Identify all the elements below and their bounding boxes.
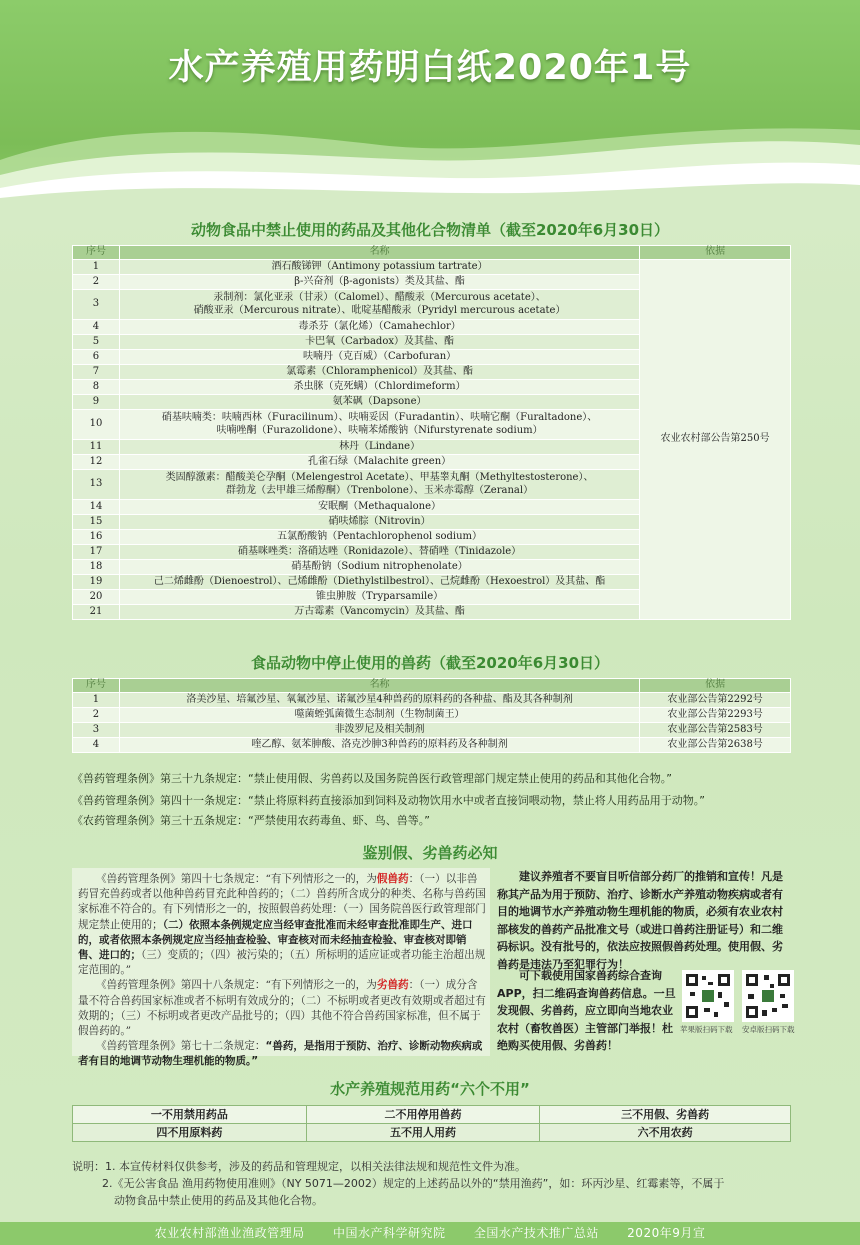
basis-cell: 农业部公告第2292号 — [640, 693, 791, 708]
drug-name-line: 氯霉素（Chloramphenicol）及其盐、酯 — [286, 365, 473, 377]
rule-cell: 二不用停用兽药 — [306, 1106, 540, 1124]
drug-name — [119, 545, 639, 560]
drug-name — [119, 515, 639, 530]
basis-cell: 农业部公告第2638号 — [640, 738, 791, 753]
qr-icon — [744, 972, 792, 1020]
drug-name-line: 毒杀芬（氯化烯）（Camahechlor） — [298, 320, 461, 332]
text: 《兽药管理条例》第四十八条规定：“有下列情形之一的，为 — [96, 979, 377, 992]
footer — [0, 1222, 860, 1245]
six-rules-table — [72, 1105, 791, 1142]
drug-name — [119, 530, 639, 545]
text: ：（一）以非兽药冒充兽药或者以他种兽药冒充此种兽药的；（二）兽药所含成分的种类、名称与兽药国家标准不符合的。有下列情形之一的，按照假兽药处理：（一）国务院兽医行政管理部门规定禁止使用的； — [78, 873, 486, 931]
qr-code-ios[interactable] — [682, 970, 734, 1022]
regulation-line: 《兽药管理条例》第四十一条规定：“禁止将原料药直接添加到饲料及动物饮用水中或者直接饲喂动物，禁止将人用药品用于动物。” — [72, 794, 705, 807]
text: 《兽药管理条例》第七十二条规定： — [96, 1040, 266, 1053]
drug-name — [119, 380, 639, 395]
section3-title: 鉴别假、劣兽药必知 — [362, 844, 498, 862]
footer-org: 农业农村部渔业渔政管理局 — [154, 1226, 305, 1240]
drug-name-line: 万古霉素（Vancomycin）及其盐、酯 — [294, 605, 465, 617]
drug-name — [119, 335, 639, 350]
drug-name — [119, 350, 639, 365]
row-number: 8 — [73, 380, 120, 395]
drug-name-line: 氨苯砜（Dapsone） — [332, 395, 427, 407]
row-number: 4 — [73, 320, 120, 335]
rule-cell: 一不用禁用药品 — [73, 1106, 307, 1124]
drug-name-line: 硝基咪唑类：洛硝达唑（Ronidazole）、替硝唑（Tinidazole） — [237, 545, 522, 557]
advice-paragraph: 建议养殖者不要盲目听信部分药厂的推销和宣传！凡是称其产品为用于预防、治疗、诊断水产养殖动物疾病或者有目的地调节水产养殖动物生理机能的物质，必须有农业农村部核发的兽药产品批准文号（或进口兽药注册证号）和二维码标识。没有批号的，依法应按照假兽药处理。使用假、劣兽药是违法乃至犯罪行为！ — [497, 870, 783, 971]
drug-name — [119, 575, 639, 590]
drug-name — [119, 500, 639, 515]
drug-name — [119, 365, 639, 380]
row-number: 3 — [73, 290, 120, 320]
row-number: 4 — [73, 738, 120, 753]
row-number: 21 — [73, 605, 120, 620]
inferior-drug-term: 劣兽药 — [376, 979, 409, 992]
drug-name-line: 硝基呋喃类：呋喃西林（Furacilinum）、呋喃妥因（Furadantin）、呋喃它酮（Furaltadone）、 — [161, 412, 598, 423]
row-number: 1 — [73, 693, 120, 708]
table-row — [73, 260, 791, 275]
basis-cell: 农业部公告第2583号 — [640, 723, 791, 738]
drug-name-line: 硝基酚钠（Sodium nitrophenolate） — [291, 560, 468, 572]
fake-drug-term: 假兽药 — [376, 873, 409, 885]
row-number: 16 — [73, 530, 120, 545]
row-number: 14 — [73, 500, 120, 515]
drug-name — [119, 440, 639, 455]
drug-name: 洛美沙星、培氟沙星、氧氟沙星、诺氟沙星4种兽药的原料药的各种盐、酯及其各种制剂 — [119, 693, 639, 708]
section2-title: 食品动物中停止使用的兽药（截至2020年6月30日） — [250, 654, 610, 672]
drug-name: 非泼罗尼及相关制剂 — [119, 723, 639, 738]
drug-name: 噬菌蛭弧菌微生态制剂（生物制菌王） — [119, 708, 639, 723]
drug-name — [119, 275, 639, 290]
basis-cell: 农业农村部公告第250号 — [640, 260, 791, 620]
regulation-line: 《兽药管理条例》第三十九条规定：“禁止使用假、劣兽药以及国务院兽医行政管理部门规定禁止使用的药品和其他化合物。” — [72, 772, 672, 785]
drug-name — [119, 320, 639, 335]
text: 《兽药管理条例》第四十七条规定：“有下列情形之一的，为 — [96, 873, 377, 885]
row-number: 10 — [73, 410, 120, 440]
qr-icon — [684, 972, 732, 1020]
note-line: 说明：1. 本宣传材料仅供参考，涉及的药品和管理规定，以相关法律法规和规范性文件为准。 — [72, 1160, 526, 1173]
row-number: 18 — [73, 560, 120, 575]
drug-name-line: β-兴奋剂（β-agonists）类及其盐、酯 — [294, 275, 465, 287]
drug-name-line: 杀虫脒（克死螨）（Chlordimeform） — [293, 380, 466, 392]
regulation-line: 《农药管理条例》第三十五条规定：“严禁使用农药毒鱼、虾、鸟、兽等。” — [72, 814, 430, 827]
table-row — [73, 708, 791, 723]
table-header-basis: 依据 — [640, 679, 791, 693]
drug-name-line: 类固醇激素：醋酸美仑孕酮（Melengestrol Acetate）、甲基睾丸酮（Methyltestosterone）、 — [165, 472, 594, 483]
rule-cell: 六不用农药 — [540, 1124, 791, 1142]
table-header-no: 序号 — [73, 246, 120, 260]
text: （二）依照本条例规定应当经审查批准而未经审查批准即生产、进口的，或者依照本条例规定应当经抽查检验、审查核对而未经抽查检验、审查核对即销售、进口的； — [78, 918, 473, 962]
qr-code-android[interactable] — [742, 970, 794, 1022]
drug-name-line: 呋喃丹（克百威）（Carbofuran） — [303, 350, 457, 362]
drug-name-line: 汞制剂：氯化亚汞（甘汞）（Calomel）、醋酸汞（Mercurous acetate）、 — [213, 292, 546, 303]
page-title: 水产养殖用药明白纸2020年1号 — [168, 48, 692, 88]
rule-cell: 四不用原料药 — [73, 1124, 307, 1142]
row-number: 19 — [73, 575, 120, 590]
regulation-box — [72, 868, 490, 1068]
row-number: 17 — [73, 545, 120, 560]
row-number: 7 — [73, 365, 120, 380]
drug-name-line: 五氯酚酸钠（Pentachlorophenol sodium） — [277, 530, 483, 542]
drug-name — [119, 605, 639, 620]
drug-name-line: 安眠酮（Methaqualone） — [318, 500, 442, 512]
drug-name-line: 卡巴氧（Carbadox）及其盐、酯 — [305, 335, 454, 347]
table-header-basis: 依据 — [640, 246, 791, 260]
row-number: 6 — [73, 350, 120, 365]
text: ：（一）成分含量不符合兽药国家标准或者不标明有效成分的；（二）不标明或者更改有效期或者超过有效期的；（三）不标明或者更改产品批号的；（四）其他不符合兽药国家标准，但不属于假兽药的。” — [78, 979, 486, 1038]
drug-name-line: 硝呋烯腙（Nitrovin） — [328, 515, 431, 527]
drug-name — [119, 455, 639, 470]
row-number: 2 — [73, 708, 120, 723]
row-number: 15 — [73, 515, 120, 530]
app-advice — [497, 967, 677, 1055]
drug-name — [119, 290, 639, 320]
table-header-name: 名称 — [119, 679, 639, 693]
qr-caption-android: 安卓版扫码下载 — [742, 1025, 795, 1034]
drug-name — [119, 560, 639, 575]
rule-cell: 五不用人用药 — [306, 1124, 540, 1142]
stopped-drugs-table — [72, 678, 791, 753]
rule-cell: 三不用假、劣兽药 — [540, 1106, 791, 1124]
row-number: 3 — [73, 723, 120, 738]
section1-title: 动物食品中禁止使用的药品及其他化合物清单（截至2020年6月30日） — [190, 221, 670, 239]
footer-org: 中国水产科学研究院 — [332, 1226, 446, 1240]
header-banner — [0, 0, 860, 205]
drug-name-line: 林丹（Lindane） — [339, 440, 421, 452]
table-header-no: 序号 — [73, 679, 120, 693]
row-number: 2 — [73, 275, 120, 290]
text: （三）变质的；（四）被污染的；（五）所标明的适应证或者功能主治超出规定范围的。” — [78, 949, 486, 977]
drug-name-line: 己二烯雌酚（Dienoestrol）、己烯雌酚（Diethylstilbestrol）、己烷雌酚（Hexoestrol）及其盐、酯 — [153, 575, 606, 587]
basis-cell: 农业部公告第2293号 — [640, 708, 791, 723]
note-line: 2.《无公害食品 渔用药物使用准则》（NY 5071—2002）规定的上述药品以外的“禁用渔药”，如：环丙沙星、红霉素等，不属于 — [102, 1177, 725, 1190]
footer-date: 2020年9月宣 — [627, 1226, 706, 1240]
drug-name: 喹乙醇、氨苯胂酸、洛克沙胂3种兽药的原料药及各种制剂 — [119, 738, 639, 753]
advice-paragraph: 可下载使用国家兽药综合查询APP，扫二维码查询兽药信息。一旦发现假、劣兽药，应立即向当地农业农村（畜牧兽医）主管部门举报！杜绝购买使用假、劣兽药！ — [497, 969, 676, 1053]
row-number: 20 — [73, 590, 120, 605]
footer-org: 全国水产技术推广总站 — [473, 1226, 599, 1240]
row-number: 9 — [73, 395, 120, 410]
row-number: 13 — [73, 470, 120, 500]
drug-name — [119, 590, 639, 605]
drug-name-line: 锥虫胂胺（Tryparsamile） — [316, 590, 444, 602]
advice-text — [497, 868, 793, 974]
qr-caption-ios: 苹果版扫码下载 — [680, 1025, 733, 1034]
row-number: 1 — [73, 260, 120, 275]
note-line: 动物食品中禁止使用的药品及其他化合物。 — [114, 1194, 323, 1207]
drug-name-line: 孔雀石绿（Malachite green） — [307, 455, 452, 467]
table-header-name: 名称 — [119, 246, 639, 260]
banned-drugs-table — [72, 245, 791, 620]
drug-name-line: 硝酸亚汞（Mercurous nitrate）、吡啶基醋酸汞（Pyridyl mercurous acetate） — [193, 304, 566, 316]
wave-decoration — [0, 100, 860, 210]
table-row — [73, 693, 791, 708]
drug-name-line: 呋喃唑酮（Furazolidone）、呋喃苯烯酸钠（Nifurstyrenate sodium） — [216, 424, 543, 436]
row-number: 11 — [73, 440, 120, 455]
drug-name — [119, 260, 639, 275]
table-row — [73, 738, 791, 753]
section4-title: 水产养殖规范用药“六个不用” — [330, 1080, 530, 1098]
drug-name — [119, 395, 639, 410]
row-number: 5 — [73, 335, 120, 350]
table-row — [73, 723, 791, 738]
drug-name-line: 群勃龙（去甲雄三烯醇酮）（Trenbolone）、玉米赤霉醇（Zeranal） — [226, 484, 534, 496]
row-number: 12 — [73, 455, 120, 470]
drug-name-line: 酒石酸锑钾（Antimony potassium tartrate） — [271, 260, 488, 272]
drug-name — [119, 470, 639, 500]
drug-name — [119, 410, 639, 440]
text: “兽药，是指用于预防、治疗、诊断动物疾病或者有目的地调节动物生理机能的物质。” — [78, 1040, 483, 1068]
